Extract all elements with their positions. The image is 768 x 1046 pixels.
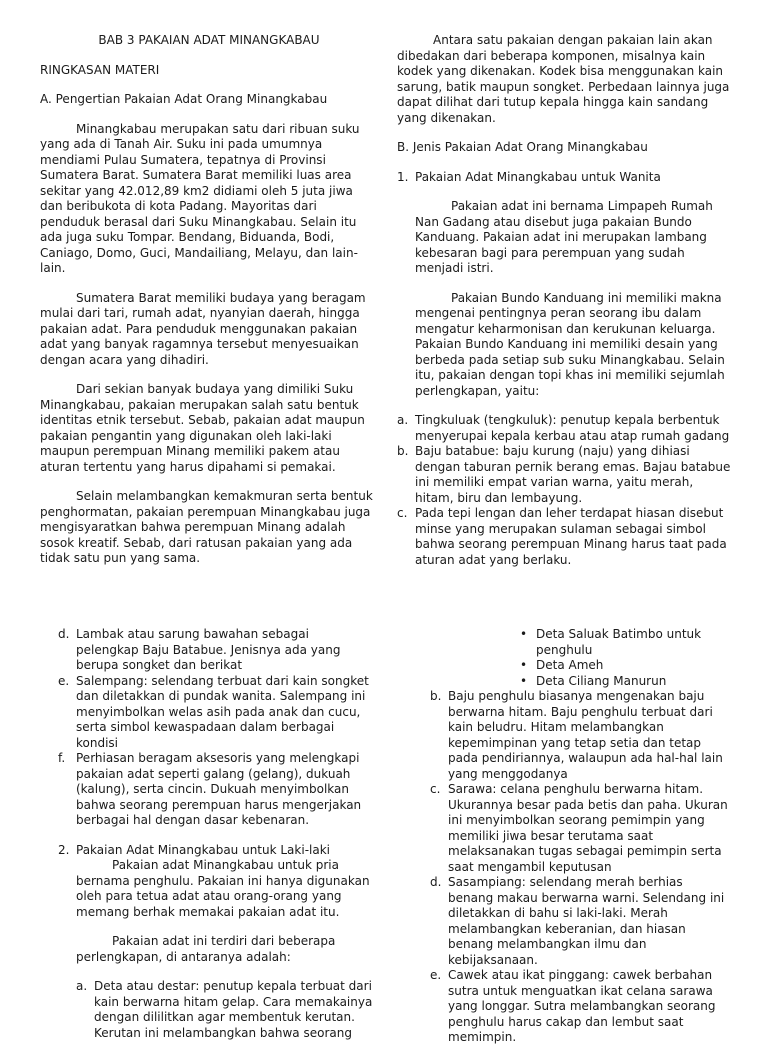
paragraph: Dari sekian banyak budaya yang dimiliki Suku Minangkabau, pakaian merupakan salah satu bentuk identitas etnik tersebut. Sebab, pakaian adat maupun pakaian pengantin yang digunakan oleh laki-laki maupun perempuan Minang memiliki pakem atau aturan tertentu yang harus dipahami si pemakai.	[40, 382, 365, 474]
list-item	[397, 444, 735, 506]
bullet-marker: •	[520, 658, 528, 672]
list-text: Deta atau destar: penutup kepala terbuat dari kain berwarna hitam gelap. Cara memakainya dengan dililitkan agar membentuk kerutan. Kerutan ini melambangkan bahwa seorang	[94, 979, 373, 1040]
list-marker: c.	[430, 782, 441, 796]
list-item	[58, 674, 373, 752]
list-marker: a.	[76, 979, 88, 993]
bullet-item	[520, 674, 730, 690]
list-text: Tingkuluak (tengkuluk): penutup kepala berbentuk menyerupai kepala kerbau atau atap rumah gadang	[415, 413, 730, 443]
item-title: Pakaian Adat Minangkabau untuk Laki-laki	[76, 842, 330, 857]
list-text: Perhiasan beragam aksesoris yang melengkapi pakaian adat seperti galang (gelang), dukuah (kalung), serta cincin. Dukuah menyimbolkan bahwa seorang perempuan harus mengerjakan berbagai hal dengan dasar kebenaran.	[76, 751, 362, 827]
paragraph: Antara satu pakaian dengan pakaian lain akan dibedakan dari beberapa komponen, misalnya kain kodek yang dikenakan. Kodek bisa menggunakan kain sarung, batik maupun songket. Perbedaan lainnya juga dapat dilihat dari tutup kepala hingga kain sandang yang dikenakan.	[397, 33, 730, 125]
list-text: Salempang: selendang terbuat dari kain songket dan diletakkan di pundak wanita. Salempang ini menyimbolkan welas asih pada anak dan cucu, serta simbol kewaspadaan dalam berbagai kondisi	[76, 673, 369, 750]
list-item	[397, 413, 735, 444]
list-item	[397, 506, 735, 568]
paragraph: Sumatera Barat memiliki budaya yang beragam mulai dari tari, rumah adat, nyanyian daerah, hingga pakaian adat. Para penduduk menggunakan pakaian adat yang banyak ragamnya tersebut menyesuaikan dengan acara yang dihadiri.	[40, 290, 366, 367]
bullet-text: Deta Ciliang Manurun	[536, 673, 667, 688]
list-marker: b.	[397, 444, 409, 458]
list-text: Cawek atau ikat pinggang: cawek berbahan sutra untuk menguatkan ikat celana sarawa yang longgar. Sutra melambangkan seorang penghulu harus cakap dan lembut saat memimpin.	[448, 968, 716, 1044]
numbered-item-1	[397, 170, 735, 186]
list-text: Baju batabue: baju kurung (naju) yang dihiasi dengan taburan pernik berang emas. Bajau batabue ini memiliki empat varian warna, yaitu merah, hitam, biru dan lembayung.	[415, 444, 731, 505]
paragraph: Pakaian adat ini terdiri dari beberapa perlengkapan, di antaranya adalah:	[76, 934, 336, 964]
item-title: Pakaian Adat Minangkabau untuk Wanita	[415, 169, 661, 184]
list-item	[58, 627, 373, 674]
list-marker: c.	[397, 506, 408, 520]
list-marker: d.	[430, 875, 442, 889]
numbered-item-2	[58, 843, 373, 859]
list-marker: a.	[397, 413, 409, 427]
list	[58, 627, 373, 829]
list-marker: f.	[58, 751, 66, 765]
bullet-item	[520, 627, 730, 658]
bullet-marker: •	[520, 673, 528, 688]
list-text: Baju penghulu biasanya mengenakan baju berwarna hitam. Baju penghulu terbuat dari kain beludru. Hitam melambangkan kepemimpinan yang tetap setia dan tetap pada pendiriannya, walaupun ada hal-hal lain yang menggodanya	[448, 689, 723, 781]
summary-heading: RINGKASAN MATERI	[40, 62, 160, 77]
section-b-heading: B. Jenis Pakaian Adat Orang Minangkabau	[397, 140, 648, 154]
chapter-title: BAB 3 PAKAIAN ADAT MINANGKABAU	[98, 33, 320, 47]
item-number: 1.	[397, 169, 409, 184]
list-text: Pada tepi lengan dan leher terdapat hiasan disebut minse yang merupakan sulaman sebagai simbol bahwa seorang perempuan Minang harus taat pada aturan adat yang berlaku.	[415, 506, 727, 567]
column-bottom-right	[430, 627, 730, 1046]
list-marker: b.	[430, 689, 442, 703]
paragraph: Selain melambangkan kemakmuran serta bentuk penghormatan, pakaian perempuan Minangkabau juga mengisyaratkan bahwa perempuan Minang adalah sosok kreatif. Sebab, dari ratusan pakaian yang ada tidak satu pun yang sama.	[40, 489, 373, 565]
list-text: Sarawa: celana penghulu berwarna hitam. Ukurannya besar pada betis dan paha. Ukuran ini menyimbolkan seorang pemimpin yang memiliki jiwa besar terutama saat melaksanakan tugas sebagai pemimpin serta saat mengambil keputusan	[448, 782, 728, 874]
paragraph: Pakaian adat Minangkabau untuk pria bernama penghulu. Pakaian ini hanya digunakan oleh para tetua adat atau orang-orang yang memang berhak memakai pakaian adat itu.	[76, 858, 370, 919]
bullet-marker: •	[520, 627, 528, 641]
paragraph: Pakaian Bundo Kanduang ini memiliki makna mengenai pentingnya peran seorang ibu dalam mengatur keharmonisan dan kerukunan keluarga. Pakaian Bundo Kanduang ini memiliki desain yang berbeda pada setiap sub suku Minangkabau. Selain itu, pakaian dengan topi khas ini memiliki sejumlah perlengkapan, yaitu:	[415, 290, 725, 398]
bullet-list	[430, 627, 730, 689]
column-top-left	[40, 33, 378, 581]
column-bottom-left	[58, 627, 373, 1041]
list-text: Lambak atau sarung bawahan sebagai pelengkap Baju Batabue. Jenisnya ada yang berupa songket dan berikat	[76, 627, 341, 672]
list-item	[76, 979, 373, 1041]
bullet-item	[520, 658, 730, 674]
list-item	[430, 689, 730, 782]
list-marker: e.	[58, 673, 70, 688]
paragraph: Pakaian adat ini bernama Limpapeh Rumah Nan Gadang atau disebut juga pakaian Bundo Kanduang. Pakaian adat ini merupakan lambang kebesaran bagi para perempuan yang sudah menjadi istri.	[415, 199, 713, 275]
bullet-text: Deta Saluak Batimbo untuk penghulu	[536, 627, 702, 657]
paragraph: Minangkabau merupakan satu dari ribuan suku yang ada di Tanah Air. Suku ini pada umumnya mendiami Pulau Sumatera, tepatnya di Provinsi Sumatera Barat. Sumatera Barat memiliki luas area sekitar yang 42.012,89 km2 didiami oleh 5 juta jiwa dan beribukota di kota Padang. Mayoritas dari penduduk berasal dari Suku Minangkabau. Selain itu ada juga suku Tompar. Bendang, Biduanda, Bodi, Caniago, Domo, Guci, Mandailiang, Melayu, dan lain-lain.	[40, 121, 360, 275]
column-top-right	[397, 33, 735, 568]
list	[397, 413, 735, 568]
list-marker: d.	[58, 627, 70, 641]
list-item	[430, 968, 730, 1046]
list	[430, 689, 730, 1046]
bullet-text: Deta Ameh	[536, 658, 604, 672]
list-marker: e.	[430, 968, 442, 982]
list-item	[430, 782, 730, 875]
section-a-heading: A. Pengertian Pakaian Adat Orang Minangkabau	[40, 92, 328, 106]
list-item	[430, 875, 730, 968]
item-number: 2.	[58, 842, 70, 857]
list-item	[58, 751, 373, 829]
list-text: Sasampiang: selendang merah berhias benang makau berwarna warni. Selendang ini diletakkan di bahu si laki-laki. Merah melambangkan keberanian, dan hiasan benang melambangkan ilmu dan kebijaksanaan.	[448, 875, 725, 967]
